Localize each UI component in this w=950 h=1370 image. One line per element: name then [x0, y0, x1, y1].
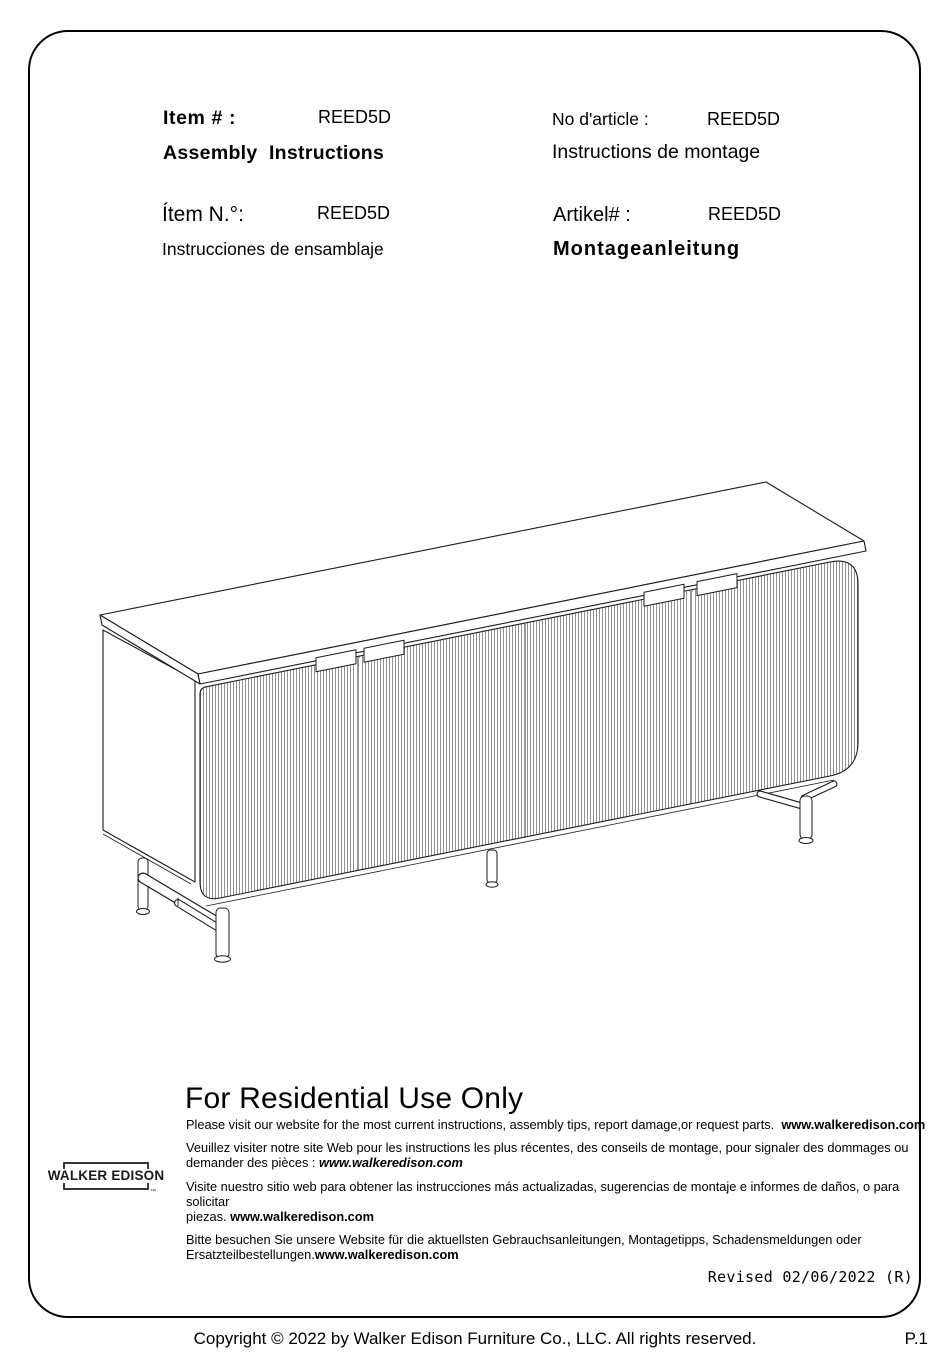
- header-block-french: [552, 109, 780, 164]
- item-number-value-es: REED5D: [317, 203, 391, 223]
- walker-edison-logo: [40, 1152, 174, 1196]
- leg-foot: [137, 909, 150, 915]
- page-number: P.1: [904, 1329, 928, 1348]
- item-number-value-fr: REED5D: [707, 109, 781, 129]
- item-number-label-en: Item # :: [163, 107, 237, 129]
- notice-paragraph-en: [186, 1117, 928, 1132]
- website-url-en: www.walkeredison.com: [781, 1117, 926, 1132]
- leg-front-right: [800, 796, 812, 839]
- notice-text-de-line1: Bitte besuchen Sie unsere Website für die aktuellsten Gebrauchsanleitungen, Montagetipps, Schadensmeldungen oder: [186, 1232, 862, 1248]
- notice-text-fr-line1: Veuillez visiter notre site Web pour les instructions les plus récentes, des conseils de montage, pour signaler des dommages ou: [186, 1140, 909, 1156]
- logo-trademark: ™: [150, 1189, 156, 1195]
- notice-text-fr-line2: demander des pièces :: [186, 1155, 320, 1171]
- doc-title-de: Montageanleitung: [553, 238, 741, 260]
- header-block-english: [163, 107, 391, 165]
- doc-title-es: Instrucciones de ensamblaje: [162, 239, 384, 259]
- doc-title-fr: Instructions de montage: [552, 141, 761, 163]
- revision-date: Revised 02/06/2022 (R): [707, 1268, 913, 1286]
- product-illustration: [88, 478, 880, 978]
- website-url-fr: www.walkeredison.com: [319, 1155, 463, 1171]
- notice-paragraphs: [186, 1117, 928, 1271]
- notice-paragraph-es: [186, 1179, 928, 1225]
- notice-text-en: Please visit our website for the most current instructions, assembly tips, report damage,or request parts.: [186, 1117, 782, 1132]
- leg-foot: [215, 956, 231, 962]
- doc-title-en: Assembly Instructions: [163, 142, 385, 164]
- leg-front-left: [216, 908, 229, 958]
- logo-brand-text: WALKER EDISON: [47, 1168, 165, 1183]
- item-number-value-de: REED5D: [708, 204, 782, 224]
- website-url-de: www.walkeredison.com: [314, 1247, 459, 1263]
- logo-bottom-bracket: [64, 1183, 148, 1189]
- leg-middle: [487, 850, 497, 883]
- notice-paragraph-de: [186, 1232, 928, 1262]
- notice-text-de-line2: Ersatzteilbestellungen.: [186, 1247, 315, 1263]
- item-number-label-es: Ítem N.°:: [162, 203, 244, 226]
- notice-heading: For Residential Use Only: [185, 1082, 524, 1115]
- header-block-german: [553, 204, 781, 261]
- website-url-es: www.walkeredison.com: [230, 1209, 374, 1225]
- item-number-label-fr: No d'article :: [552, 109, 649, 129]
- header-block-spanish: [162, 203, 390, 260]
- item-number-label-de: Artikel# :: [553, 204, 631, 226]
- leg-foot: [486, 882, 498, 888]
- notice-paragraph-fr: [186, 1140, 928, 1170]
- leg-foot: [799, 838, 813, 844]
- notice-text-es-line2: piezas.: [186, 1209, 231, 1225]
- copyright-line: Copyright © 2022 by Walker Edison Furniture Co., LLC. All rights reserved.: [193, 1329, 757, 1348]
- item-number-value-en: REED5D: [318, 107, 392, 127]
- notice-text-es-line1: Visite nuestro sitio web para obtener las instrucciones más actualizadas, sugerencias de montaje e informes de daños, o para solicitar: [186, 1178, 903, 1209]
